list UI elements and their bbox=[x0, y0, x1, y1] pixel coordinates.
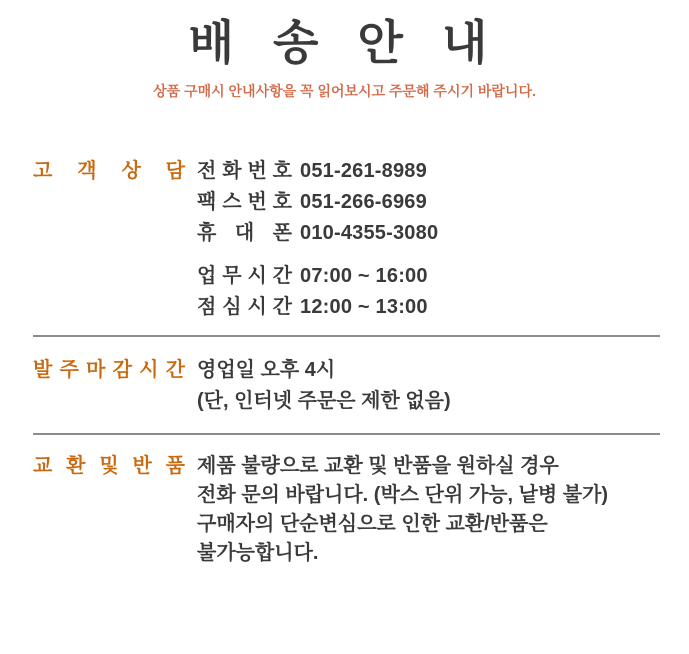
contact-label: 팩 스 번 호 bbox=[197, 191, 292, 213]
exchange-return-content bbox=[197, 452, 608, 568]
contact-row-phone bbox=[197, 156, 438, 187]
section-order-deadline bbox=[33, 355, 660, 417]
page-subtitle: 상품 구매시 안내사항을 꼭 읽어보시고 주문해 주시기 바랍니다. bbox=[153, 83, 536, 99]
section-exchange-return bbox=[33, 452, 660, 568]
customer-service-content bbox=[197, 156, 438, 323]
contact-row-fax bbox=[197, 187, 438, 218]
contact-label: 휴 대 폰 bbox=[197, 222, 292, 244]
section-label-exchange-return: 교 환 및 반 품 bbox=[33, 455, 185, 477]
hours-label: 점 심 시 간 bbox=[197, 296, 292, 318]
deadline-line: (단, 인터넷 주문은 제한 없음) bbox=[197, 390, 451, 412]
business-hours-block bbox=[197, 261, 438, 323]
divider bbox=[33, 335, 660, 337]
fax-number: 051-266-6969 bbox=[300, 191, 427, 213]
lunch-hours-value: 12:00 ~ 13:00 bbox=[300, 296, 428, 318]
section-label-customer-service: 고 객 상 담 bbox=[33, 160, 185, 182]
business-hours-value: 07:00 ~ 16:00 bbox=[300, 265, 428, 287]
shipping-info-page bbox=[0, 16, 689, 568]
divider bbox=[33, 433, 660, 435]
contact-row-mobile bbox=[197, 218, 438, 249]
phone-number: 051-261-8989 bbox=[300, 160, 427, 182]
return-policy-line: 전화 문의 바랍니다. (박스 단위 가능, 낱병 불가) bbox=[197, 484, 609, 506]
return-policy-line: 제품 불량으로 교환 및 반품을 원하실 경우 bbox=[197, 455, 559, 477]
content-area bbox=[33, 156, 660, 568]
deadline-line: 영업일 오후 4시 bbox=[197, 359, 336, 381]
return-policy-line: 구매자의 단순변심으로 인한 교환/반품은 bbox=[197, 513, 548, 535]
hours-row-lunch bbox=[197, 292, 438, 323]
contact-label: 전 화 번 호 bbox=[197, 160, 292, 182]
section-customer-service bbox=[33, 156, 660, 323]
hours-row-business bbox=[197, 261, 438, 292]
hours-label: 업 무 시 간 bbox=[197, 265, 292, 287]
page-title: 배 송 안 내 bbox=[188, 16, 501, 69]
order-deadline-content bbox=[197, 355, 451, 417]
return-policy-line: 불가능합니다. bbox=[197, 542, 319, 564]
mobile-number: 010-4355-3080 bbox=[300, 222, 439, 244]
section-label-order-deadline: 발 주 마 감 시 간 bbox=[33, 359, 185, 381]
